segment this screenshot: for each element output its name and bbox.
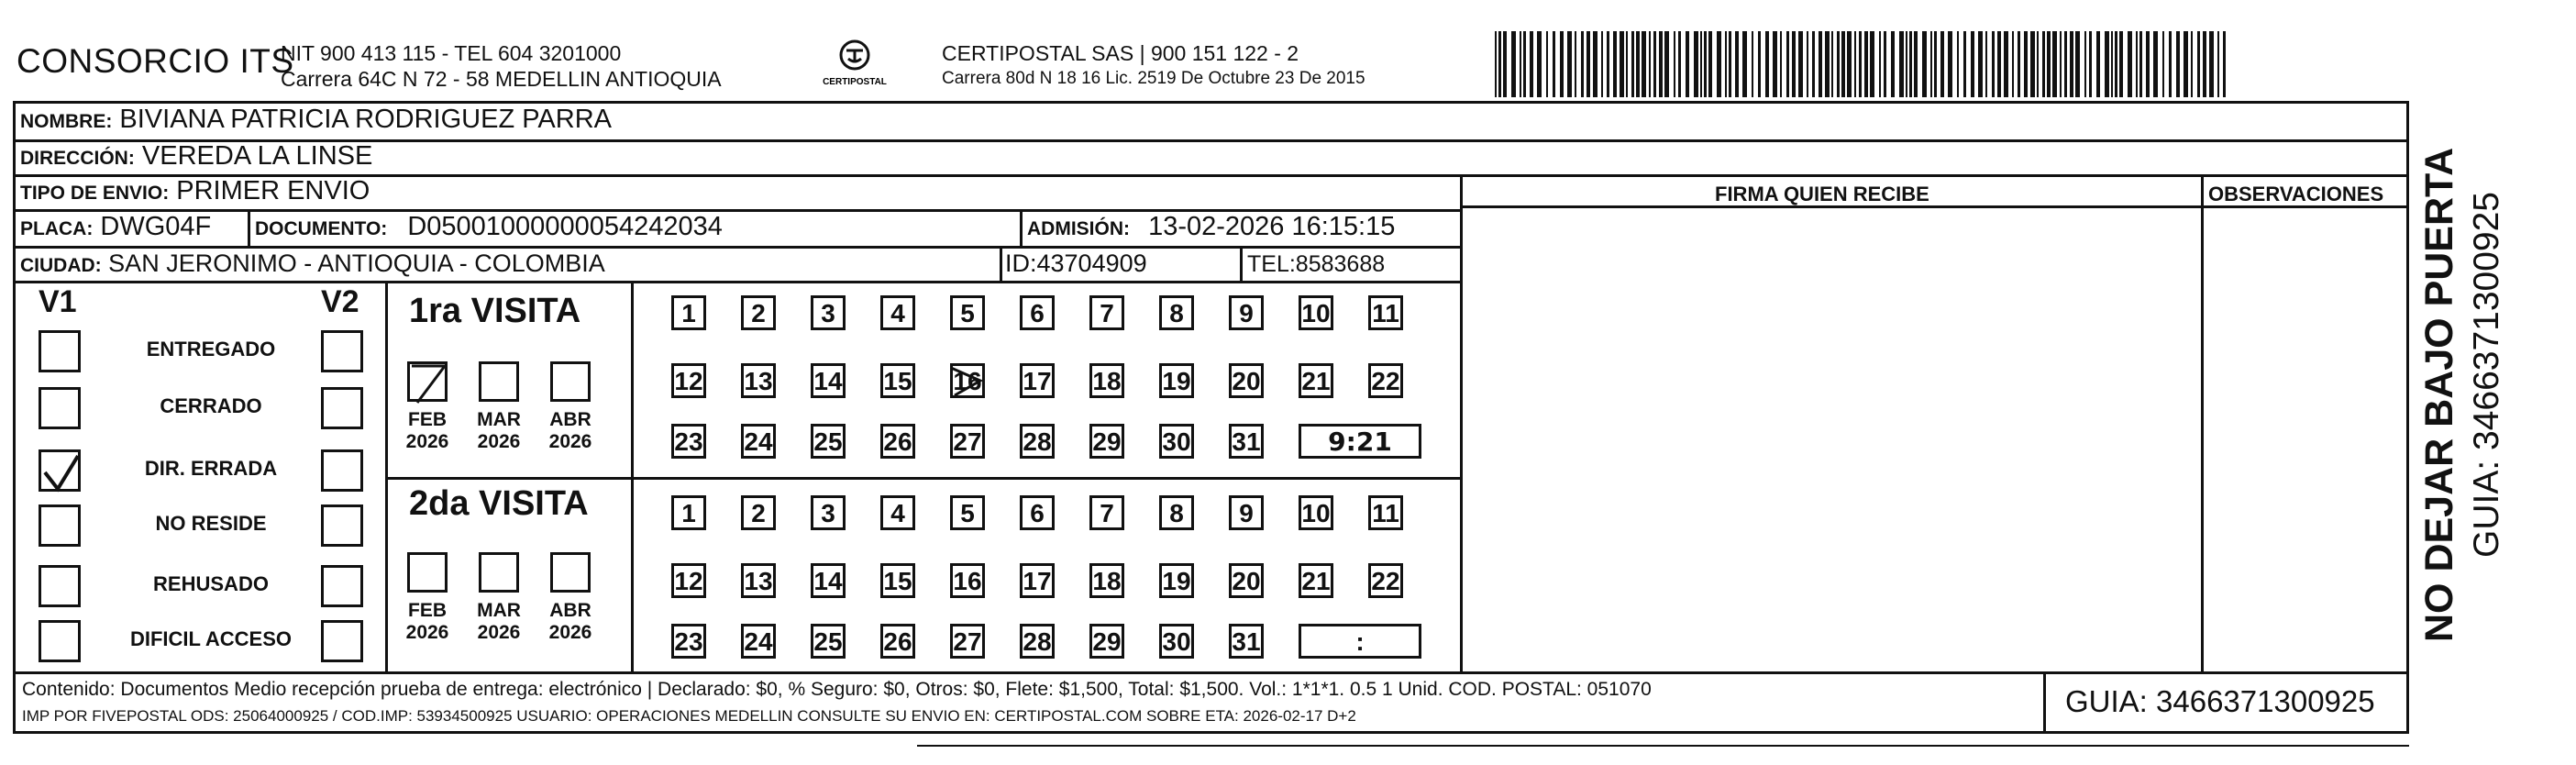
- month-name: ABR: [549, 409, 591, 430]
- visit2-month-label: [471, 600, 526, 644]
- visit2-day-box[interactable]: 17: [1020, 563, 1055, 598]
- barcode-bar: [1664, 31, 1669, 97]
- barcode-bar: [1899, 31, 1904, 97]
- logo-text: CERTIPOSTAL: [823, 77, 887, 87]
- visit2-day-box[interactable]: 30: [1159, 624, 1194, 659]
- status-label: CERRADO: [160, 394, 262, 417]
- barcode-bar: [2128, 31, 2132, 97]
- barcode-bar: [1503, 31, 1507, 97]
- visit1-day-box[interactable]: 11: [1368, 295, 1403, 330]
- ciudad-value: SAN JERONIMO - ANTIOQUIA - COLOMBIA: [108, 249, 605, 277]
- visit1-day-box[interactable]: 27: [950, 424, 985, 459]
- barcode-bar: [1537, 31, 1542, 97]
- barcode-bar: [1560, 31, 1564, 97]
- barcode-bar: [1607, 31, 1609, 97]
- barcode-bar: [1978, 31, 1983, 97]
- certipostal-info: [942, 40, 1365, 92]
- barcode-bar: [1825, 31, 1830, 97]
- visit2-day-box[interactable]: 20: [1229, 563, 1264, 598]
- barcode-bar: [2089, 31, 2092, 97]
- v2-header: V2: [321, 284, 359, 319]
- barcode-bar: [1735, 31, 1739, 97]
- certipostal-address: Carrera 80d N 18 16 Lic. 2519 De Octubre 23 De 2015: [942, 69, 1365, 88]
- company-address: Carrera 64C N 72 - 58 MEDELLIN ANTIOQUIA: [281, 67, 722, 91]
- visit1-day-box[interactable]: 14: [811, 363, 846, 398]
- barcode-bar: [1891, 31, 1895, 97]
- tipo-value: PRIMER ENVIO: [176, 176, 370, 205]
- delivery-form: [13, 101, 2409, 734]
- visit2-day-box[interactable]: 29: [1089, 624, 1124, 659]
- barcode-bar: [1870, 31, 1874, 97]
- ciudad-label: CIUDAD:: [20, 255, 102, 276]
- barcode-bar: [1819, 31, 1822, 97]
- visit1-day-box[interactable]: 23: [671, 424, 706, 459]
- visit1-day-box[interactable]: 3: [811, 295, 846, 330]
- barcode-bar: [1786, 31, 1789, 97]
- visit2-day-box[interactable]: 25: [811, 624, 846, 659]
- visit2-day-box[interactable]: 14: [811, 563, 846, 598]
- visit2-day-box[interactable]: 1: [671, 495, 706, 530]
- visit1-day-box[interactable]: 13: [741, 363, 776, 398]
- visit1-day-box[interactable]: 8: [1159, 295, 1194, 330]
- barcode-bar: [2052, 31, 2057, 97]
- visit1-day-box[interactable]: 6: [1020, 295, 1055, 330]
- nombre-value: BIVIANA PATRICIA RODRIGUEZ PARRA: [119, 105, 612, 134]
- admision-cell: [1027, 212, 1395, 242]
- id-cell: ID:43704909: [1005, 249, 1147, 277]
- barcode-bar: [1922, 31, 1927, 97]
- company-nit: NIT 900 413 115 - TEL 604 3201000: [281, 41, 622, 65]
- certipostal-name: CERTIPOSTAL SAS | 900 151 122 - 2: [942, 41, 1299, 65]
- barcode-bar: [1854, 31, 1856, 97]
- ciudad-cell: [20, 249, 605, 278]
- visit1-day-box[interactable]: 24: [741, 424, 776, 459]
- visit2-day-box[interactable]: 27: [950, 624, 985, 659]
- month-year: 2026: [477, 431, 521, 452]
- visit2-day-box[interactable]: 9: [1229, 495, 1264, 530]
- barcode-bar: [2191, 31, 2193, 97]
- admision-value: 13-02-2026 16:15:15: [1148, 212, 1396, 241]
- v2-checkbox[interactable]: [321, 504, 363, 547]
- visit2-month-checkbox[interactable]: [407, 552, 448, 593]
- barcode-bar: [1587, 31, 1590, 97]
- contenido-text: Contenido: Documentos Medio recepción prueba de entrega: electrónico | Declarado: $0, % Seguro: $0, Otros: $0, Flete: $1,500, Total: $1,500. Vol.: 1*1*1. 0.5 1 Unid. COD. POSTAL: 051070: [22, 679, 1652, 700]
- visit1-day-box[interactable]: 21: [1299, 363, 1333, 398]
- barcode-bar: [2139, 31, 2142, 97]
- status-label: DIR. ERRADA: [144, 457, 278, 480]
- visit1-day-box[interactable]: 30: [1159, 424, 1194, 459]
- visit1-day-box[interactable]: 12: [671, 363, 706, 398]
- barcode: [1495, 31, 2228, 97]
- barcode-bar: [1717, 31, 1721, 97]
- visit1-day-box[interactable]: 19: [1159, 363, 1194, 398]
- visit2-day-box[interactable]: 10: [1299, 495, 1333, 530]
- barcode-bar: [1798, 31, 1803, 97]
- barcode-bar: [1642, 31, 1646, 97]
- v2-checkbox[interactable]: [321, 620, 363, 662]
- barcode-bar: [1686, 31, 1689, 97]
- barcode-bar: [2176, 31, 2180, 97]
- barcode-bar: [1971, 31, 1974, 97]
- visit1-month-checkbox[interactable]: [550, 361, 591, 402]
- visit1-day-box[interactable]: 26: [880, 424, 915, 459]
- barcode-bar: [1992, 31, 1995, 97]
- visit1-day-box[interactable]: 16: [950, 363, 985, 398]
- side-guia: GUIA: 3466371300925: [2467, 192, 2506, 558]
- barcode-bar: [1773, 31, 1777, 97]
- month-name: ABR: [549, 600, 591, 621]
- visit2-day-box[interactable]: 7: [1089, 495, 1124, 530]
- barcode-bar: [2047, 31, 2051, 97]
- visit1-day-box[interactable]: 29: [1089, 424, 1124, 459]
- barcode-bar: [2153, 31, 2158, 97]
- visit2-day-box[interactable]: 15: [880, 563, 915, 598]
- barcode-bar: [2119, 31, 2123, 97]
- visit1-day-box[interactable]: 15: [880, 363, 915, 398]
- barcode-bar: [1523, 31, 1526, 97]
- barcode-bar: [1847, 31, 1852, 97]
- barcode-bar: [2209, 31, 2214, 97]
- barcode-bar: [2018, 31, 2020, 97]
- barcode-bar: [1729, 31, 1731, 97]
- month-year: 2026: [548, 622, 592, 643]
- month-name: MAR: [477, 600, 521, 621]
- visit1-day-box[interactable]: 1: [671, 295, 706, 330]
- barcode-bar: [1498, 31, 1501, 97]
- visit2-month-label: [400, 600, 455, 644]
- barcode-bar: [2012, 31, 2014, 97]
- barcode-bar: [1546, 31, 1548, 97]
- visit1-day-box[interactable]: 2: [741, 295, 776, 330]
- barcode-bar: [2203, 31, 2206, 97]
- status-label: REHUSADO: [153, 572, 269, 595]
- status-label: ENTREGADO: [146, 338, 276, 360]
- barcode-bar: [1636, 31, 1640, 97]
- visit2-day-box[interactable]: 26: [880, 624, 915, 659]
- visit1-day-box[interactable]: 7: [1089, 295, 1124, 330]
- barcode-bar: [2111, 31, 2113, 97]
- barcode-bar: [1620, 31, 1624, 97]
- status-label: DIFICIL ACCESO: [129, 627, 292, 650]
- barcode-bar: [1593, 31, 1598, 97]
- barcode-bar: [1765, 31, 1769, 97]
- direccion-label: DIRECCIÓN:: [20, 148, 135, 169]
- barcode-bar: [2070, 31, 2073, 97]
- barcode-bar: [1807, 31, 1808, 97]
- visit1-title: 1ra VISITA: [409, 292, 581, 330]
- barcode-bar: [2184, 31, 2188, 97]
- visit1-time-box[interactable]: 9:21: [1299, 424, 1421, 459]
- visit2-day-box[interactable]: 24: [741, 624, 776, 659]
- tel-cell: TEL:8583688: [1247, 251, 1386, 277]
- barcode-bar: [1909, 31, 1912, 97]
- visit2-month-checkbox[interactable]: [479, 552, 519, 593]
- visit2-day-box[interactable]: 6: [1020, 495, 1055, 530]
- company-info: [281, 40, 722, 92]
- v2-checkbox[interactable]: [321, 330, 363, 372]
- visit1-month-label: [543, 409, 598, 453]
- barcode-bar: [2197, 31, 2200, 97]
- month-name: FEB: [408, 409, 447, 430]
- barcode-bar: [1704, 31, 1707, 97]
- placa-value: DWG04F: [100, 212, 212, 241]
- barcode-bar: [2004, 31, 2008, 97]
- barcode-bar: [1752, 31, 1753, 97]
- barcode-bar: [2096, 31, 2100, 97]
- barcode-bar: [1567, 31, 1572, 97]
- visit2-day-box[interactable]: 18: [1089, 563, 1124, 598]
- visit1-day-box[interactable]: 10: [1299, 295, 1333, 330]
- barcode-bar: [1934, 31, 1937, 97]
- footer-guia: GUIA: 3466371300925: [2065, 684, 2375, 718]
- barcode-bar: [1812, 31, 1815, 97]
- company-name: CONSORCIO ITS: [17, 42, 294, 80]
- direccion-value: VEREDA LA LINSE: [141, 141, 373, 171]
- barcode-bar: [2115, 31, 2117, 97]
- barcode-bar: [1963, 31, 1966, 97]
- visit2-day-box[interactable]: 28: [1020, 624, 1055, 659]
- imp-text: IMP POR FIVEPOSTAL ODS: 25064000925 / COD.IMP: 53934500925 USUARIO: OPERACIONES MEDELLIN CONSULTE SU ENVIO EN: CERTIPOSTAL.COM SOBRE ETA: 2026-02-17 D+2: [22, 707, 1356, 725]
- visit2-day-box[interactable]: 13: [741, 563, 776, 598]
- visit2-day-box[interactable]: 16: [950, 563, 985, 598]
- v2-checkbox[interactable]: [321, 565, 363, 607]
- visit2-day-box[interactable]: 3: [811, 495, 846, 530]
- barcode-bar: [1864, 31, 1868, 97]
- barcode-bar: [1631, 31, 1634, 97]
- visit1-month-checkbox[interactable]: [479, 361, 519, 402]
- documento-value: D05001000000054242034: [407, 212, 723, 241]
- tipo-label: TIPO DE ENVIO:: [20, 183, 170, 204]
- barcode-bar: [1649, 31, 1651, 97]
- barcode-bar: [2042, 31, 2045, 97]
- barcode-bar: [1742, 31, 1747, 97]
- barcode-bar: [1626, 31, 1628, 97]
- barcode-bar: [2024, 31, 2028, 97]
- month-year: 2026: [548, 431, 592, 452]
- barcode-bar: [1831, 31, 1833, 97]
- status-label: NO RESIDE: [155, 512, 267, 535]
- month-year: 2026: [477, 622, 521, 643]
- v1-header: V1: [39, 284, 77, 319]
- visit2-month-checkbox[interactable]: [550, 552, 591, 593]
- barcode-bar: [1659, 31, 1663, 97]
- direccion-row: [20, 141, 372, 172]
- barcode-bar: [2060, 31, 2062, 97]
- visit2-time-box[interactable]: :: [1299, 624, 1421, 659]
- barcode-bar: [1725, 31, 1727, 97]
- barcode-bar: [1997, 31, 2001, 97]
- barcode-bar: [1708, 31, 1712, 97]
- barcode-bar: [1694, 31, 1698, 97]
- barcode-bar: [2146, 31, 2150, 97]
- barcode-bar: [1957, 31, 1959, 97]
- side-warning: NO DEJAR BAJO PUERTA: [2417, 147, 2461, 642]
- barcode-bar: [1841, 31, 1845, 97]
- barcode-bar: [1906, 31, 1907, 97]
- barcode-bar: [2064, 31, 2067, 97]
- visit2-day-box[interactable]: 4: [880, 495, 915, 530]
- barcode-bar: [1879, 31, 1881, 97]
- barcode-bar: [1985, 31, 1987, 97]
- barcode-bar: [1930, 31, 1932, 97]
- visit1-day-box[interactable]: 28: [1020, 424, 1055, 459]
- barcode-bar: [1940, 31, 1944, 97]
- barcode-bar: [2136, 31, 2138, 97]
- barcode-bar: [1792, 31, 1796, 97]
- visit2-day-box[interactable]: 31: [1229, 624, 1264, 659]
- documento-label: DOCUMENTO:: [255, 218, 388, 239]
- visit1-day-box[interactable]: 5: [950, 295, 985, 330]
- barcode-bar: [1914, 31, 1918, 97]
- visit1-day-box[interactable]: 31: [1229, 424, 1264, 459]
- barcode-bar: [2169, 31, 2172, 97]
- month-name: FEB: [408, 600, 447, 621]
- visit1-month-label: [400, 409, 455, 453]
- barcode-bar: [1700, 31, 1702, 97]
- barcode-bar: [1837, 31, 1840, 97]
- barcode-bar: [2084, 31, 2086, 97]
- visit2-day-box[interactable]: 8: [1159, 495, 1194, 530]
- visit1-day-box[interactable]: 20: [1229, 363, 1264, 398]
- barcode-bar: [1581, 31, 1584, 97]
- visit2-day-box[interactable]: 11: [1368, 495, 1403, 530]
- barcode-bar: [2030, 31, 2035, 97]
- visit1-day-box[interactable]: 4: [880, 295, 915, 330]
- visit1-day-box[interactable]: 9: [1229, 295, 1264, 330]
- visit1-day-box[interactable]: 17: [1020, 363, 1055, 398]
- visit2-day-box[interactable]: 23: [671, 624, 706, 659]
- month-year: 2026: [405, 622, 449, 643]
- visit2-day-box[interactable]: 5: [950, 495, 985, 530]
- barcode-bar: [1511, 31, 1516, 97]
- documento-cell: [255, 212, 723, 242]
- visit2-day-box[interactable]: 19: [1159, 563, 1194, 598]
- visit2-day-box[interactable]: 2: [741, 495, 776, 530]
- barcode-bar: [2223, 31, 2226, 97]
- barcode-bar: [1575, 31, 1576, 97]
- barcode-bar: [1601, 31, 1603, 97]
- visit1-month-label: [471, 409, 526, 453]
- barcode-bar: [1653, 31, 1656, 97]
- placa-cell: [20, 212, 211, 242]
- barcode-bar: [1613, 31, 1617, 97]
- barcode-bar: [2037, 31, 2039, 97]
- firma-header: FIRMA QUIEN RECIBE: [1715, 183, 1929, 205]
- barcode-bar: [1553, 31, 1555, 97]
- admision-label: ADMISIÓN:: [1027, 218, 1130, 239]
- barcode-bar: [2105, 31, 2109, 97]
- barcode-bar: [1674, 31, 1675, 97]
- visit2-title: 2da VISITA: [409, 484, 589, 523]
- v2-checkbox[interactable]: [321, 387, 363, 429]
- visit1-day-box[interactable]: 18: [1089, 363, 1124, 398]
- visit1-day-box[interactable]: 22: [1368, 363, 1403, 398]
- certipostal-logo: [818, 37, 891, 92]
- v2-checkbox[interactable]: [321, 449, 363, 492]
- barcode-bar: [1859, 31, 1862, 97]
- observaciones-header: OBSERVACIONES: [2208, 183, 2384, 205]
- barcode-bar: [2075, 31, 2080, 97]
- placa-label: PLACA:: [20, 218, 94, 239]
- nombre-label: NOMBRE:: [20, 111, 113, 132]
- barcode-bar: [2162, 31, 2164, 97]
- barcode-bar: [1884, 31, 1886, 97]
- visit2-day-box[interactable]: 21: [1299, 563, 1333, 598]
- barcode-bar: [1520, 31, 1521, 97]
- visit2-day-box[interactable]: 12: [671, 563, 706, 598]
- barcode-bar: [1678, 31, 1681, 97]
- barcode-bar: [1530, 31, 1533, 97]
- nombre-row: [20, 105, 612, 135]
- barcode-bar: [1948, 31, 1952, 97]
- month-year: 2026: [405, 431, 449, 452]
- barcode-bar: [2217, 31, 2219, 97]
- visit2-day-box[interactable]: 22: [1368, 563, 1403, 598]
- month-name: MAR: [477, 409, 521, 430]
- visit1-month-checkbox[interactable]: [407, 361, 448, 402]
- visit2-month-label: [543, 600, 598, 644]
- tipo-row: [20, 176, 370, 206]
- barcode-bar: [1780, 31, 1782, 97]
- barcode-bar: [1495, 31, 1497, 97]
- barcode-bar: [1758, 31, 1761, 97]
- visit1-day-box[interactable]: 25: [811, 424, 846, 459]
